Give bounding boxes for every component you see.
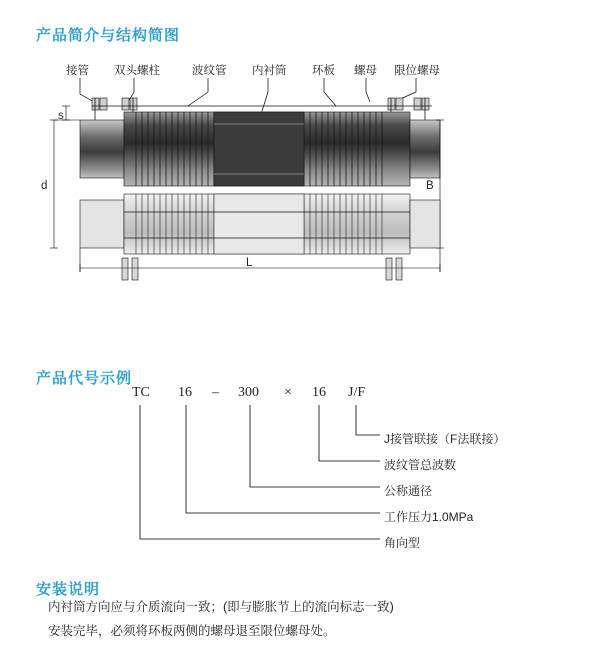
- callout-label-jieguan: 接管: [66, 65, 89, 77]
- callout-label-luomu: 螺母: [354, 65, 377, 77]
- code-token-300: 300: [238, 385, 259, 400]
- section-title-code: 产品代号示例: [36, 370, 133, 388]
- structure-diagram-svg: [36, 62, 564, 292]
- callout-label-shuangtou: 双头螺柱: [114, 65, 160, 77]
- install-notes: [48, 598, 568, 646]
- callout-label-huanban: 环板: [312, 65, 335, 77]
- code-token-times: ×: [284, 385, 292, 400]
- dimension-label-B: B: [426, 180, 434, 192]
- structure-diagram: [36, 62, 564, 292]
- code-token-tc: TC: [132, 385, 150, 400]
- code-token-16b: 16: [312, 385, 326, 400]
- section-title-install: 安装说明: [36, 581, 101, 599]
- code-token-jf: J/F: [348, 385, 366, 400]
- dimension-label-L: L: [246, 257, 253, 269]
- callout-label-bowenguan: 波纹管: [192, 65, 227, 77]
- code-desc-type: 角向型: [384, 536, 421, 550]
- callout-label-xianwei: 限位螺母: [394, 65, 440, 77]
- code-desc-working-pressure: 工作压力1.0MPa: [384, 510, 474, 524]
- code-desc-nominal-diameter: 公称通径: [384, 484, 433, 498]
- install-note-2: 安装完毕，必须将环板两侧的螺母退至限位螺母处。: [48, 624, 336, 638]
- code-desc-connection: J接管联接（F法联接）: [384, 432, 506, 446]
- code-token-dash: –: [212, 385, 219, 400]
- code-desc-wave-count: 波纹管总波数: [384, 458, 457, 472]
- section-title-intro: 产品简介与结构简图: [36, 27, 181, 45]
- callout-label-neichentong: 内衬筒: [252, 65, 287, 77]
- product-code-diagram: [36, 385, 564, 550]
- install-note-1: 内衬筒方向应与介质流向一致；(即与膨胀节上的流向标志一致): [48, 600, 394, 614]
- product-code-leader-lines: [36, 385, 564, 555]
- dimension-label-d: d: [41, 180, 48, 192]
- code-token-16a: 16: [178, 385, 192, 400]
- dimension-label-s: s: [58, 110, 64, 122]
